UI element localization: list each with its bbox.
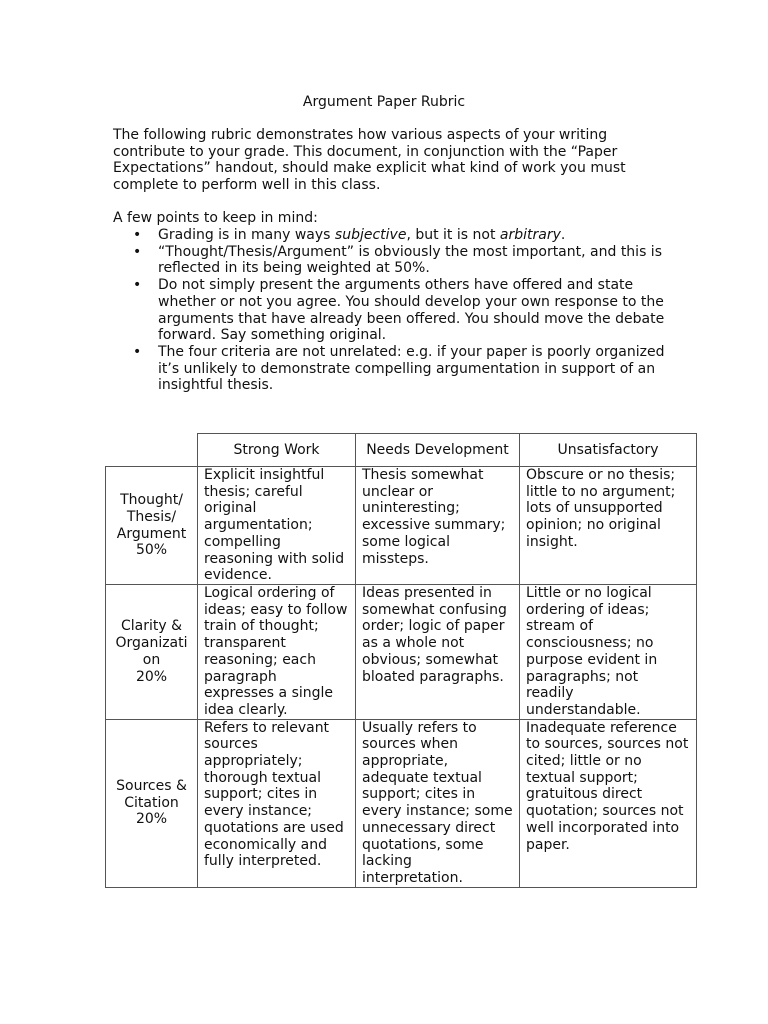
table-cell: Explicit insightful thesis; careful original argumentation; compelling reasoning with solid evidence. xyxy=(198,467,356,585)
list-item: • Grading is in many ways subjective, but it is not arbitrary. xyxy=(113,227,673,244)
corner-cell xyxy=(106,434,198,467)
criterion-cell: Clarity & Organizati on 20% xyxy=(106,585,198,720)
table-row xyxy=(106,585,697,720)
rubric-table xyxy=(105,433,697,888)
emphasis-arbitrary: arbitrary xyxy=(499,227,561,243)
table-row xyxy=(106,719,697,887)
criterion-cell: Thought/ Thesis/ Argument 50% xyxy=(106,467,198,585)
table-cell: Obscure or no thesis; little to no argument; lots of unsupported opinion; no original insight. xyxy=(520,467,697,585)
points-list xyxy=(113,227,673,394)
intro-paragraph: The following rubric demonstrates how various aspects of your writing contribute to your grade. This document, in conjunction with the “Paper Expectations” handout, should make explicit what kind of work you must complete to perform well in this class. xyxy=(113,127,626,194)
table-cell: Little or no logical ordering of ideas; stream of consciousness; no purpose evident in paragraphs; not readily understandable. xyxy=(520,585,697,720)
header-unsatisfactory: Unsatisfactory xyxy=(520,434,697,467)
header-strong-work: Strong Work xyxy=(198,434,356,467)
table-cell: Refers to relevant sources appropriately; thorough textual support; cites in every instance; quotations are used economically and fully interpreted. xyxy=(198,719,356,887)
page-title: Argument Paper Rubric xyxy=(302,94,466,110)
list-item: • The four criteria are not unrelated: e.g. if your paper is poorly organized it’s unlikely to demonstrate compelling argumentation in support of an insightful thesis. xyxy=(113,344,673,394)
header-needs-development: Needs Development xyxy=(356,434,520,467)
list-item: • Do not simply present the arguments others have offered and state whether or not you agree. You should develop your own response to the arguments that have already been offered. You should move the debate forward. Say something original. xyxy=(113,277,673,344)
table-cell: Logical ordering of ideas; easy to follow train of thought; transparent reasoning; each paragraph expresses a single idea clearly. xyxy=(198,585,356,720)
list-item: • “Thought/Thesis/Argument” is obviously the most important, and this is reflected in its being weighted at 50%. xyxy=(113,244,673,277)
table-cell: Inadequate reference to sources, sources not cited; little or no textual support; gratuitous direct quotation; sources not well incorporated into paper. xyxy=(520,719,697,887)
points-intro: A few points to keep in mind: xyxy=(113,210,318,226)
criterion-cell: Sources & Citation 20% xyxy=(106,719,198,887)
table-row xyxy=(106,467,697,585)
table-cell: Ideas presented in somewhat confusing order; logic of paper as a whole not obvious; somewhat bloated paragraphs. xyxy=(356,585,520,720)
table-cell: Usually refers to sources when appropriate, adequate textual support; cites in every instance; some unnecessary direct quotations, some lacking interpretation. xyxy=(356,719,520,887)
table-cell: Thesis somewhat unclear or uninteresting; excessive summary; some logical missteps. xyxy=(356,467,520,585)
header-row xyxy=(106,434,697,467)
emphasis-subjective: subjective xyxy=(334,227,407,243)
